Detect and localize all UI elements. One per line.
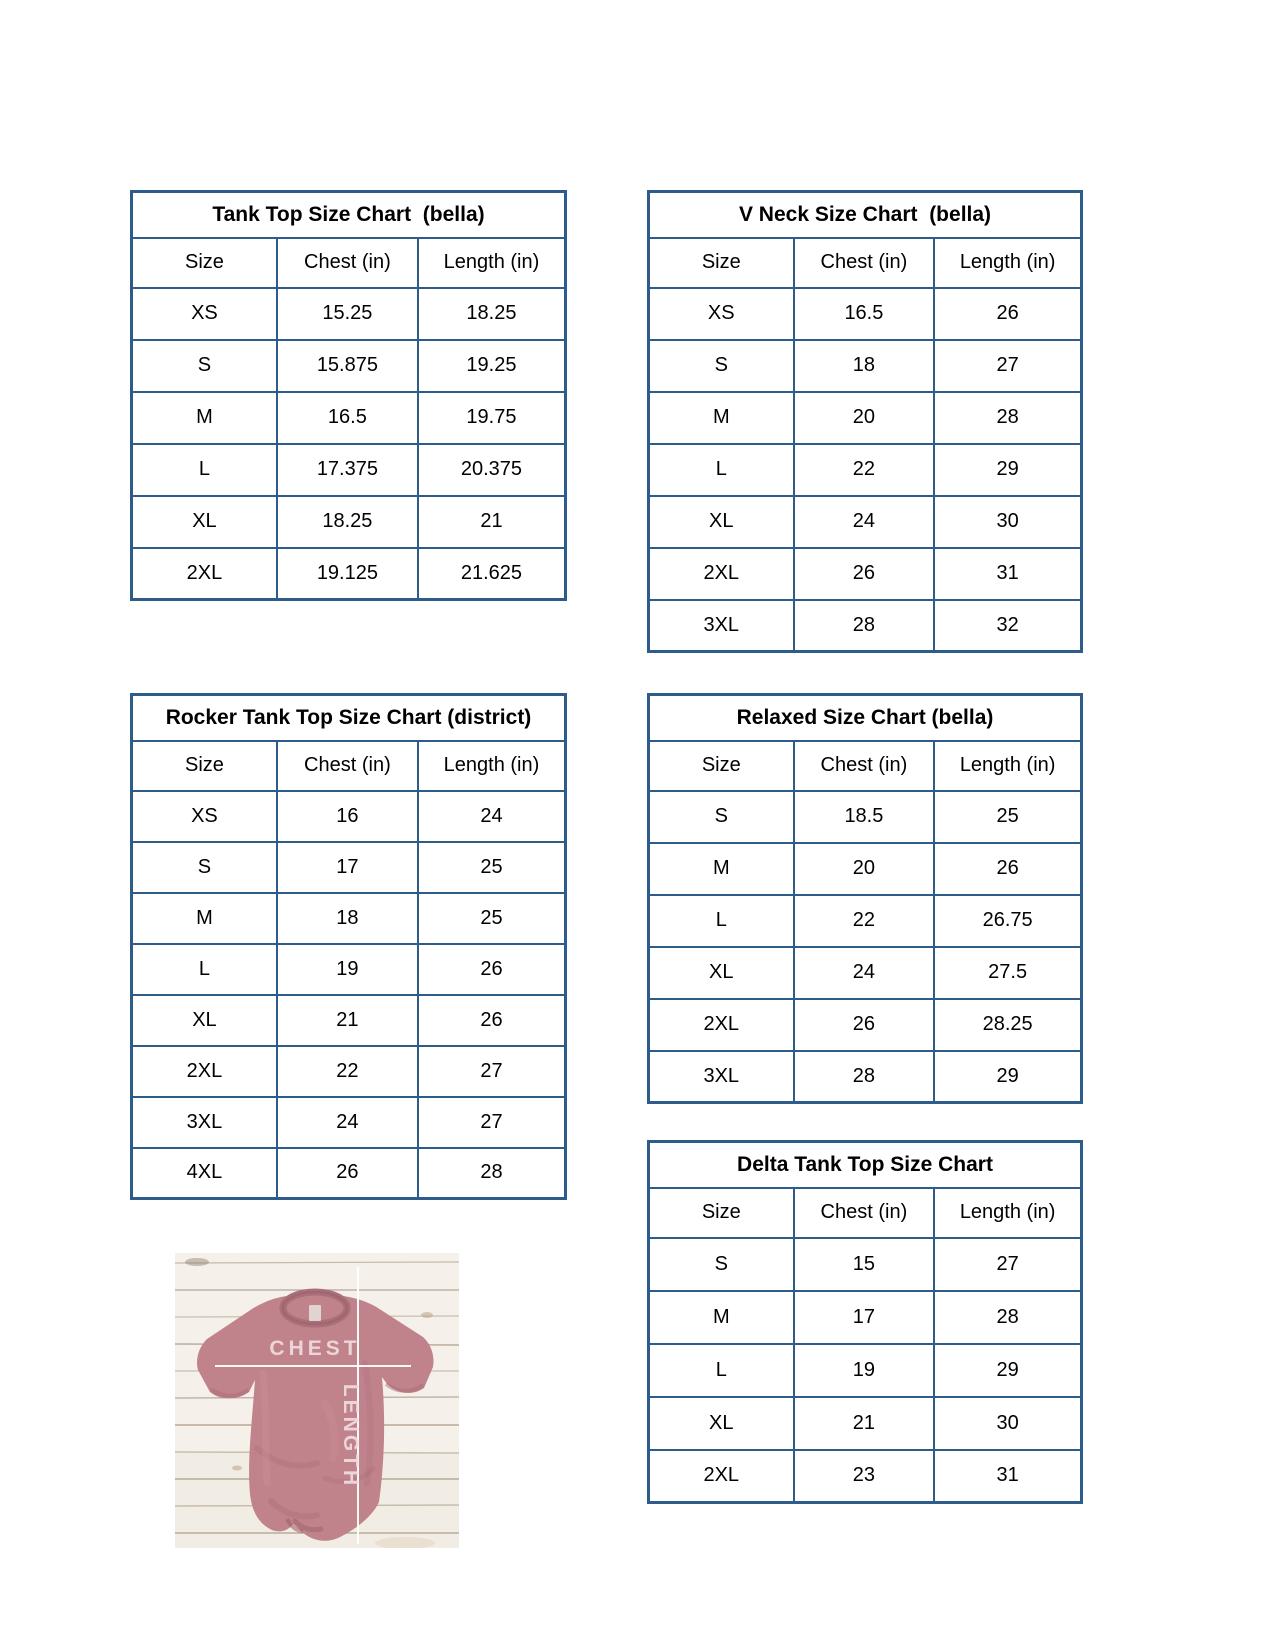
chest-cell: 18 (277, 893, 418, 944)
table-row (132, 791, 566, 842)
chest-cell: 28 (794, 600, 935, 652)
size-cell: L (649, 895, 794, 947)
chest-cell: 23 (794, 1450, 935, 1503)
column-header-length: Length (in) (934, 741, 1081, 791)
size-cell: XS (132, 288, 277, 340)
table-row (132, 288, 566, 340)
column-header-chest: Chest (in) (794, 1188, 935, 1238)
length-cell: 25 (418, 842, 566, 893)
chest-cell: 24 (277, 1097, 418, 1148)
size-cell: XL (132, 496, 277, 548)
tshirt-measurement-photo (175, 1253, 459, 1548)
size-cell: L (649, 1344, 794, 1397)
length-label: LENGTH (339, 1383, 362, 1489)
chest-cell: 16.5 (794, 288, 935, 340)
length-cell: 25 (418, 893, 566, 944)
chest-cell: 24 (794, 947, 935, 999)
length-cell: 30 (934, 1397, 1081, 1450)
table-header-row (649, 238, 1082, 288)
length-cell: 26 (934, 288, 1081, 340)
collar-tag (309, 1305, 321, 1321)
size-cell: M (649, 843, 794, 895)
table-row (649, 496, 1082, 548)
length-cell: 27 (934, 1238, 1081, 1291)
length-cell: 18.25 (418, 288, 566, 340)
size-cell: S (649, 791, 794, 843)
column-header-length: Length (in) (934, 238, 1081, 288)
chest-cell: 17 (277, 842, 418, 893)
size-cell: 3XL (649, 1051, 794, 1103)
table-row (649, 947, 1082, 999)
size-cell: 2XL (649, 999, 794, 1051)
table-row (649, 1051, 1082, 1103)
size-cell: 3XL (649, 600, 794, 652)
size-cell: S (132, 842, 277, 893)
table-row (132, 1097, 566, 1148)
table-row (649, 392, 1082, 444)
size-cell: S (649, 1238, 794, 1291)
length-cell: 29 (934, 1051, 1081, 1103)
length-cell: 32 (934, 600, 1081, 652)
length-cell: 27 (418, 1046, 566, 1097)
table-row (649, 791, 1082, 843)
table-title-row (649, 1142, 1082, 1188)
table-row (649, 999, 1082, 1051)
size-cell: XL (649, 496, 794, 548)
size-cell: XS (132, 791, 277, 842)
table-row (649, 444, 1082, 496)
length-cell: 30 (934, 496, 1081, 548)
chest-cell: 16 (277, 791, 418, 842)
chest-cell: 26 (794, 548, 935, 600)
table-row (649, 548, 1082, 600)
size-cell: XS (649, 288, 794, 340)
table-row (649, 1238, 1082, 1291)
chest-cell: 17.375 (277, 444, 418, 496)
table-row (649, 843, 1082, 895)
table-title-row (132, 192, 566, 238)
table-row (132, 392, 566, 444)
size-table-delta-tank (647, 1140, 1083, 1504)
chest-cell: 15 (794, 1238, 935, 1291)
chest-cell: 21 (277, 995, 418, 1046)
chest-cell: 21 (794, 1397, 935, 1450)
length-cell: 27 (934, 340, 1081, 392)
size-cell: 3XL (132, 1097, 277, 1148)
table-title: Relaxed Size Chart (bella) (649, 695, 1082, 741)
chest-cell: 17 (794, 1291, 935, 1344)
size-cell: M (649, 392, 794, 444)
length-cell: 28 (934, 392, 1081, 444)
column-header-length: Length (in) (418, 741, 566, 791)
table-title-row (649, 695, 1082, 741)
length-cell: 26 (934, 843, 1081, 895)
size-cell: M (132, 392, 277, 444)
chest-cell: 24 (794, 496, 935, 548)
column-header-chest: Chest (in) (794, 238, 935, 288)
column-header-size: Size (132, 238, 277, 288)
length-cell: 27 (418, 1097, 566, 1148)
column-header-size: Size (649, 238, 794, 288)
table-row (649, 600, 1082, 652)
size-cell: S (132, 340, 277, 392)
length-cell: 25 (934, 791, 1081, 843)
column-header-length: Length (in) (934, 1188, 1081, 1238)
column-header-size: Size (132, 741, 277, 791)
size-cell: 2XL (132, 548, 277, 600)
table-title: V Neck Size Chart (bella) (649, 192, 1082, 238)
table-header-row (649, 1188, 1082, 1238)
size-cell: 4XL (132, 1148, 277, 1199)
size-cell: L (132, 944, 277, 995)
chest-label: CHEST (269, 1337, 361, 1360)
table-row (132, 548, 566, 600)
table-header-row (649, 741, 1082, 791)
length-cell: 19.25 (418, 340, 566, 392)
table-row (132, 1148, 566, 1199)
size-cell: XL (649, 947, 794, 999)
chest-cell: 22 (794, 895, 935, 947)
column-header-chest: Chest (in) (277, 741, 418, 791)
length-cell: 31 (934, 548, 1081, 600)
size-cell: L (132, 444, 277, 496)
length-cell: 28.25 (934, 999, 1081, 1051)
chest-cell: 19.125 (277, 548, 418, 600)
chest-cell: 26 (794, 999, 935, 1051)
chest-cell: 18 (794, 340, 935, 392)
size-cell: 2XL (649, 548, 794, 600)
column-header-size: Size (649, 1188, 794, 1238)
size-table-v-neck (647, 190, 1083, 653)
table-title-row (649, 192, 1082, 238)
column-header-chest: Chest (in) (794, 741, 935, 791)
table-row (649, 288, 1082, 340)
length-cell: 27.5 (934, 947, 1081, 999)
length-cell: 26 (418, 995, 566, 1046)
length-cell: 21.625 (418, 548, 566, 600)
table-title-row (132, 695, 566, 741)
size-cell: XL (649, 1397, 794, 1450)
length-cell: 31 (934, 1450, 1081, 1503)
length-cell: 26 (418, 944, 566, 995)
chest-cell: 22 (277, 1046, 418, 1097)
length-cell: 26.75 (934, 895, 1081, 947)
size-cell: M (649, 1291, 794, 1344)
chest-cell: 15.875 (277, 340, 418, 392)
chest-cell: 22 (794, 444, 935, 496)
table-row (649, 1344, 1082, 1397)
size-cell: 2XL (132, 1046, 277, 1097)
chest-cell: 18.25 (277, 496, 418, 548)
size-cell: L (649, 444, 794, 496)
table-row (132, 944, 566, 995)
chest-cell: 28 (794, 1051, 935, 1103)
table-row (649, 1291, 1082, 1344)
table-title: Rocker Tank Top Size Chart (district) (132, 695, 566, 741)
chest-cell: 26 (277, 1148, 418, 1199)
chest-cell: 18.5 (794, 791, 935, 843)
size-table-tank-top (130, 190, 567, 601)
length-cell: 29 (934, 1344, 1081, 1397)
chest-cell: 20 (794, 843, 935, 895)
size-cell: 2XL (649, 1450, 794, 1503)
chest-cell: 19 (794, 1344, 935, 1397)
length-cell: 20.375 (418, 444, 566, 496)
table-row (132, 1046, 566, 1097)
chest-cell: 19 (277, 944, 418, 995)
column-header-length: Length (in) (418, 238, 566, 288)
table-row (649, 340, 1082, 392)
table-row (649, 1450, 1082, 1503)
chest-cell: 16.5 (277, 392, 418, 444)
table-title: Delta Tank Top Size Chart (649, 1142, 1082, 1188)
table-row (132, 893, 566, 944)
table-row (649, 1397, 1082, 1450)
table-row (132, 496, 566, 548)
size-table-relaxed (647, 693, 1083, 1104)
column-header-chest: Chest (in) (277, 238, 418, 288)
column-header-size: Size (649, 741, 794, 791)
table-header-row (132, 741, 566, 791)
size-cell: XL (132, 995, 277, 1046)
table-row (132, 995, 566, 1046)
table-header-row (132, 238, 566, 288)
size-cell: M (132, 893, 277, 944)
length-cell: 28 (934, 1291, 1081, 1344)
table-title: Tank Top Size Chart (bella) (132, 192, 566, 238)
table-row (649, 895, 1082, 947)
table-row (132, 340, 566, 392)
chest-cell: 20 (794, 392, 935, 444)
length-cell: 19.75 (418, 392, 566, 444)
table-row (132, 444, 566, 496)
chest-cell: 15.25 (277, 288, 418, 340)
length-cell: 29 (934, 444, 1081, 496)
length-cell: 28 (418, 1148, 566, 1199)
length-cell: 24 (418, 791, 566, 842)
size-cell: S (649, 340, 794, 392)
table-row (132, 842, 566, 893)
length-cell: 21 (418, 496, 566, 548)
size-table-rocker-tank (130, 693, 567, 1200)
